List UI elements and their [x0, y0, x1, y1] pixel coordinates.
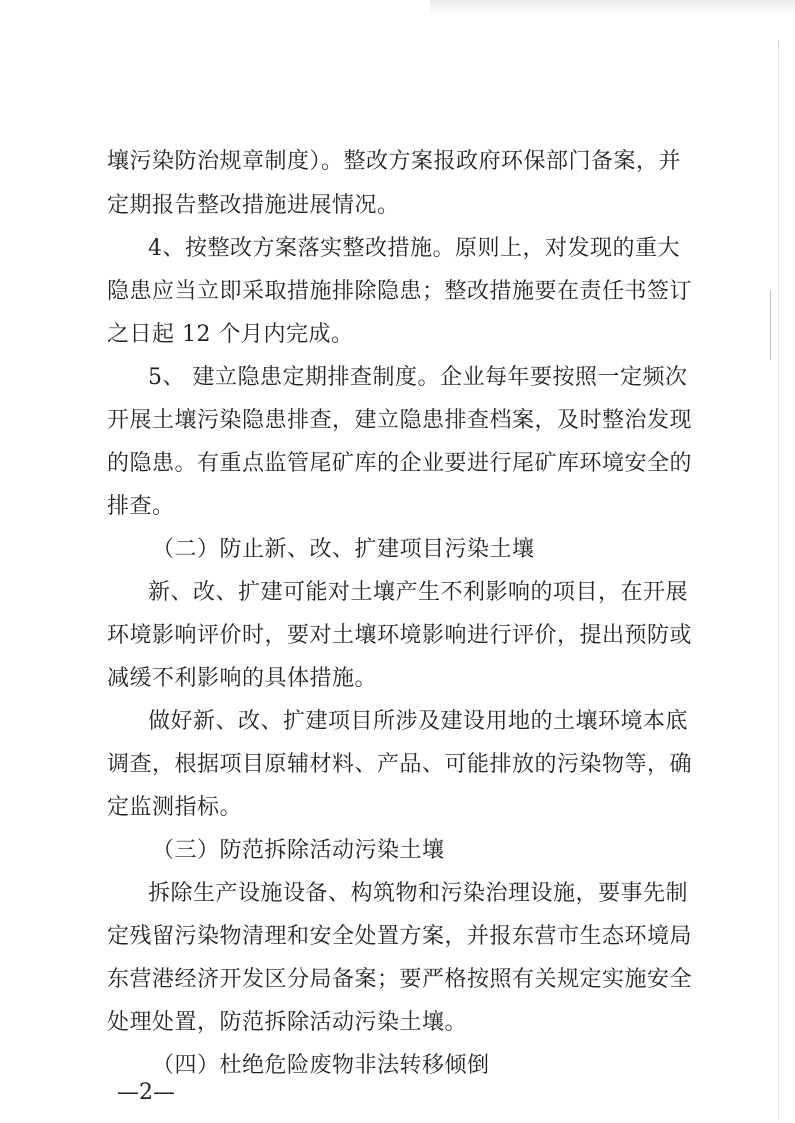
- text-line: 处理处置，防范拆除活动污染土壤。: [107, 1010, 468, 1035]
- text-line: 定残留污染物清理和安全处置方案，并报东营市生态环境局: [107, 924, 693, 949]
- text-line: 减缓不利影响的具体措施。: [107, 666, 378, 691]
- text-line: 新、改、扩建可能对土壤产生不利影响的项目，在开展: [148, 580, 689, 605]
- scan-edge-right: [778, 40, 785, 1120]
- text-line: 排查。: [107, 494, 175, 519]
- text-line: 定期报告整改措施进展情况。: [107, 193, 400, 218]
- text-line: 5、 建立隐患定期排查制度。企业每年要按照一定频次: [148, 365, 688, 390]
- text-line: 之日起 12 个月内完成。: [107, 322, 354, 347]
- text-line: 拆除生产设施设备、构筑物和污染治理设施，要事先制: [148, 881, 689, 906]
- page-number: —2—: [117, 1080, 175, 1105]
- section-heading: （三）防范拆除活动污染土壤: [152, 838, 445, 863]
- section-heading: （二）防止新、改、扩建项目污染土壤: [152, 537, 535, 562]
- text-line: 东营港经济开发区分局备案；要严格按照有关规定实施安全: [107, 967, 693, 992]
- scan-mark-right: [770, 290, 773, 360]
- text-line: 的隐患。有重点监管尾矿库的企业要进行尾矿库环境安全的: [107, 451, 693, 476]
- text-line: 开展土壤污染隐患排查，建立隐患排查档案，及时整治发现: [107, 408, 693, 433]
- text-line: 壤污染防治规章制度）。整改方案报政府环保部门备案，并: [107, 149, 682, 174]
- text-line: 调查，根据项目原辅材料、产品、可能排放的污染物等，确: [107, 752, 693, 777]
- text-line: 做好新、改、扩建项目所涉及建设用地的土壤环境本底: [148, 709, 689, 734]
- scan-shadow-top: [430, 0, 795, 14]
- section-heading: （四）杜绝危险废物非法转移倾倒: [152, 1053, 490, 1078]
- text-line: 环境影响评价时，要对土壤环境影响进行评价，提出预防或: [107, 623, 693, 648]
- text-line: 定监测指标。: [107, 795, 243, 820]
- text-line: 隐患应当立即采取措施排除隐患；整改措施要在责任书签订: [107, 279, 693, 304]
- text-line: 4、按整改方案落实整改措施。原则上，对发现的重大: [148, 236, 680, 261]
